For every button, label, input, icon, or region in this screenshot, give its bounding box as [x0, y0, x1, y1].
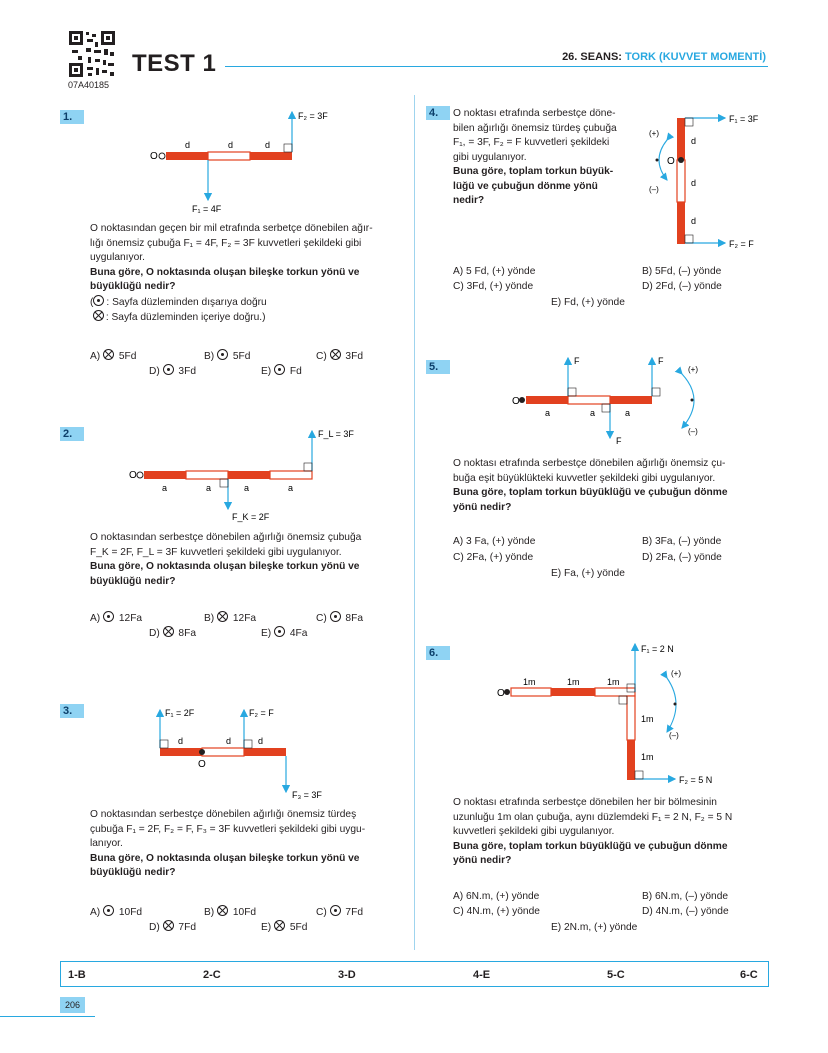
- segment-label: d: [691, 216, 697, 226]
- option-a[interactable]: A) 6N.m, (+) yönde: [453, 891, 540, 902]
- option-e[interactable]: E) Fd, (+) yönde: [551, 297, 625, 308]
- into-page-icon: [163, 920, 174, 931]
- question-line: Buna göre, O noktasında oluşan bileşke torkun yönü ve: [90, 266, 360, 278]
- segment-label: d: [228, 140, 234, 150]
- legend-text: : Sayfa düzleminden dışarıya doğru: [106, 296, 267, 308]
- text-line: O noktası etrafında serbestçe döne-: [453, 108, 616, 119]
- rod-segment-3: [610, 396, 652, 404]
- origin-label: O: [150, 151, 158, 162]
- answer-6: 6-C: [740, 969, 758, 981]
- force-label: F: [574, 356, 580, 366]
- question-number-1: 1.: [60, 110, 84, 124]
- session-topic: TORK (KUVVET MOMENTİ): [625, 51, 766, 63]
- origin-label: O: [497, 688, 505, 699]
- question-3-figure: [140, 700, 360, 802]
- question-number-5: 5.: [426, 360, 450, 374]
- option-b[interactable]: B) 5Fd, (–) yönde: [642, 266, 722, 277]
- segment-label: d: [226, 736, 232, 746]
- option-a[interactable]: A) 5Fd: [90, 351, 137, 362]
- force-label-f2: F₂ = 5 N: [679, 775, 713, 785]
- origin-label: O: [129, 470, 137, 481]
- into-page-icon: [217, 611, 228, 622]
- question-5-text: [453, 457, 768, 515]
- test-title: TEST 1: [132, 50, 217, 77]
- option-b[interactable]: B) 6N.m, (–) yönde: [642, 891, 729, 902]
- question-line: nedir?: [453, 195, 485, 206]
- text-line: O noktası etrafında serbestçe dönebilen ağırlığı önemsiz çu-: [453, 458, 726, 469]
- question-line: yönü nedir?: [453, 501, 512, 513]
- text-line: lanıyor.: [90, 838, 123, 849]
- question-line: büyüklüğü nedir?: [90, 281, 176, 292]
- option-e[interactable]: E) Fd: [261, 366, 302, 377]
- into-page-icon: [103, 349, 114, 360]
- answer-1: 1-B: [68, 969, 86, 981]
- option-c[interactable]: C) 8Fa: [316, 613, 363, 624]
- option-e[interactable]: E) 2N.m, (+) yönde: [551, 922, 638, 933]
- origin-label: O: [198, 759, 206, 770]
- option-e[interactable]: E) Fa, (+) yönde: [551, 568, 625, 579]
- option-e[interactable]: E) 5Fd: [261, 922, 308, 933]
- option-d[interactable]: D) 2Fd, (–) yönde: [642, 281, 722, 292]
- out-of-page-icon: [330, 611, 341, 622]
- force-label-f1: F₁ = 2F: [165, 708, 195, 718]
- minus-direction-label: (–): [688, 427, 698, 436]
- segment-label: a: [625, 408, 631, 418]
- segment-label: 1m: [641, 752, 654, 762]
- force-label: F: [658, 356, 664, 366]
- plus-direction-label: (+): [649, 129, 659, 138]
- option-c[interactable]: C) 7Fd: [316, 907, 363, 918]
- force-label-f2: F₂ = 3F: [298, 111, 328, 121]
- qr-code-icon: [68, 30, 116, 78]
- answer-key-bar: [60, 961, 769, 987]
- segment-label: a: [590, 408, 596, 418]
- option-d[interactable]: D) 8Fa: [149, 628, 196, 639]
- option-c[interactable]: C) 4N.m, (+) yönde: [453, 906, 540, 917]
- text-line: çubuğa F₁ = 2F, F₂ = F, F₃ = 3F kuvvetleri şekildeki gibi uygu-: [90, 823, 366, 835]
- text-line: buğa eşit büyüklükteki kuvvetler şekildeki gibi uygulanıyor.: [453, 472, 716, 484]
- question-2-figure: [120, 425, 370, 525]
- option-a[interactable]: A) 3 Fa, (+) yönde: [453, 536, 536, 547]
- rod-segment-1: [144, 471, 186, 479]
- question-number-6: 6.: [426, 646, 450, 660]
- text-line: F₁, = 3F, F₂ = F kuvvetleri şekildeki: [453, 137, 610, 148]
- option-c[interactable]: C) 2Fa, (+) yönde: [453, 552, 534, 563]
- question-line: büyüklüğü nedir?: [90, 867, 176, 878]
- pivot-o: [504, 689, 510, 695]
- option-b[interactable]: B) 5Fd: [204, 351, 251, 362]
- option-d[interactable]: D) 3Fd: [149, 366, 196, 377]
- option-d[interactable]: D) 2Fa, (–) yönde: [642, 552, 722, 563]
- minus-direction-label: (–): [649, 185, 659, 194]
- segment-label: 1m: [641, 714, 654, 724]
- rod-segment-2: [202, 748, 244, 756]
- question-4-figure: [645, 106, 770, 256]
- option-a[interactable]: A) 12Fa: [90, 613, 143, 624]
- force-label-f3: F₃ = 3F: [292, 790, 322, 800]
- out-of-page-icon: [163, 364, 174, 375]
- option-a[interactable]: A) 5 Fd, (+) yönde: [453, 266, 536, 277]
- segment-label: 1m: [607, 677, 620, 687]
- force-label-f1: F₁ = 4F: [192, 204, 222, 214]
- column-divider: [414, 95, 415, 950]
- text-line: O noktası etrafında serbestçe dönebilen her bir bölmesinin: [453, 797, 717, 808]
- rod-segment-3: [250, 152, 292, 160]
- session-prefix: 26. SEANS:: [562, 51, 626, 63]
- question-line: lüğü ve çubuğun dönme yönü: [453, 180, 598, 192]
- question-line: Buna göre, toplam torkun büyüklüğü ve çubuğun dönme: [453, 487, 728, 498]
- answer-4: 4-E: [473, 969, 491, 981]
- segment-label: 1m: [523, 677, 536, 687]
- option-b[interactable]: B) 10Fd: [204, 907, 257, 918]
- legend-out: [90, 295, 400, 311]
- question-number-2: 2.: [60, 427, 84, 441]
- segment-label: d: [265, 140, 271, 150]
- text-line: bilen ağırlığı önemsiz türdeş çubuğa: [453, 122, 617, 134]
- origin-label: O: [667, 156, 675, 167]
- rod-segment-4: [627, 696, 635, 740]
- segment-label: d: [185, 140, 191, 150]
- footer-rule: [0, 1016, 95, 1017]
- rod-segment-2: [551, 688, 595, 696]
- text-line: O noktasından serbestçe dönebilen ağırlığı önemsiz çubuğa: [90, 532, 362, 543]
- question-1-text: [90, 222, 400, 326]
- segment-label: 1m: [567, 677, 580, 687]
- force-label-fl: F_L = 3F: [318, 429, 354, 439]
- rod-segment-2: [677, 160, 685, 202]
- out-of-page-icon: [93, 295, 104, 306]
- into-page-icon: [330, 349, 341, 360]
- question-3-text: [90, 808, 400, 881]
- into-page-icon: [93, 310, 104, 321]
- out-of-page-icon: [217, 349, 228, 360]
- out-of-page-icon: [274, 364, 285, 375]
- text-line: O noktasından geçen bir mil etrafında serbetçe dönebilen ağır-: [90, 223, 373, 234]
- question-1-figure: [140, 100, 360, 218]
- rod-segment-2: [186, 471, 228, 479]
- minus-direction-label: (–): [669, 731, 679, 740]
- plus-direction-label: (+): [688, 365, 698, 374]
- rod-segment-1: [160, 748, 202, 756]
- question-line: yönü nedir?: [453, 855, 512, 866]
- into-page-icon: [217, 905, 228, 916]
- rotation-arrow: [659, 140, 667, 180]
- rod-segment-3: [677, 202, 685, 244]
- session-title: [556, 51, 766, 63]
- segment-label: a: [545, 408, 551, 418]
- pivot-o: [137, 472, 143, 478]
- segment-label: a: [206, 483, 212, 493]
- option-a[interactable]: A) 10Fd: [90, 907, 143, 918]
- pivot-o: [199, 749, 205, 755]
- segment-label: d: [691, 136, 697, 146]
- answer-3: 3-D: [338, 969, 356, 981]
- force-label-fk: F_K = 2F: [232, 512, 270, 522]
- rod-segment-3: [228, 471, 270, 479]
- question-number-4: 4.: [426, 106, 450, 120]
- rod-segment-3: [244, 748, 286, 756]
- option-b[interactable]: B) 12Fa: [204, 613, 257, 624]
- out-of-page-icon: [274, 626, 285, 637]
- question-line: Buna göre, O noktasında oluşan bileşke torkun yönü ve: [90, 852, 360, 864]
- answer-2: 2-C: [203, 969, 221, 981]
- pivot-o: [519, 397, 525, 403]
- force-label-f2: F₂ = F: [729, 239, 754, 249]
- option-c[interactable]: C) 3Fd: [316, 351, 363, 362]
- question-6-text: [453, 796, 768, 869]
- page-number: 206: [60, 997, 85, 1013]
- question-line: Buna göre, toplam torkun büyüklüğü ve çubuğun dönme: [453, 840, 728, 852]
- text-line: gibi uygulanıyor.: [453, 151, 527, 163]
- question-line: Buna göre, toplam torkun büyük-: [453, 166, 614, 177]
- option-c[interactable]: C) 3Fd, (+) yönde: [453, 281, 534, 292]
- rod-segment-4: [270, 471, 312, 479]
- pivot-o: [678, 157, 684, 163]
- option-b[interactable]: B) 3Fa, (–) yönde: [642, 536, 722, 547]
- into-page-icon: [163, 626, 174, 637]
- text-line: lığı önemsiz çubuğa F₁ = 4F, F₂ = 3F kuvvetleri şekildeki gibi: [90, 237, 362, 249]
- plus-direction-label: (+): [671, 669, 681, 678]
- qr-code-id: 07A40185: [68, 80, 110, 90]
- segment-label: d: [178, 736, 184, 746]
- question-2-text: [90, 531, 400, 589]
- rod-segment-1: [511, 688, 551, 696]
- question-4-text: [453, 107, 643, 209]
- force-label: F: [616, 436, 622, 446]
- rod-segment-1: [166, 152, 208, 160]
- text-line: kuvvetleri şekildeki gibi uygulanıyor.: [453, 826, 615, 837]
- origin-label: O: [512, 396, 520, 407]
- legend-in: [90, 310, 400, 326]
- rod-segment-2: [208, 152, 250, 160]
- question-5-figure: [510, 348, 720, 450]
- legend-text: : Sayfa düzleminden içeriye doğru.): [105, 312, 266, 323]
- text-line: uygulanıyor.: [90, 252, 145, 263]
- out-of-page-icon: [330, 905, 341, 916]
- rod-segment-5: [627, 740, 635, 780]
- rod-segment-1: [677, 118, 685, 160]
- text-line: F_K = 2F, F_L = 3F kuvvetleri şekildeki gibi uygulanıyor.: [90, 546, 342, 558]
- pivot-o: [159, 153, 165, 159]
- segment-label: a: [162, 483, 168, 493]
- rod-segment-2: [568, 396, 610, 404]
- segment-label: a: [244, 483, 250, 493]
- out-of-page-icon: [103, 905, 114, 916]
- out-of-page-icon: [103, 611, 114, 622]
- text-line: O noktasından serbestçe dönebilen ağırlığı önemsiz türdeş: [90, 809, 357, 820]
- into-page-icon: [274, 920, 285, 931]
- question-line: büyüklüğü nedir?: [90, 575, 176, 587]
- question-number-3: 3.: [60, 704, 84, 718]
- force-label-f2: F₂ = F: [249, 708, 274, 718]
- question-line: Buna göre, O noktasında oluşan bileşke torkun yönü ve: [90, 561, 360, 572]
- segment-label: d: [691, 178, 697, 188]
- answer-5: 5-C: [607, 969, 625, 981]
- text-line: uzunluğu 1m olan çubuğa, aynı düzlemdeki F₁ = 2 N, F₂ = 5 N: [453, 811, 733, 823]
- segment-label: a: [288, 483, 294, 493]
- legend-paren: (: [90, 296, 94, 308]
- segment-label: d: [258, 736, 264, 746]
- option-d[interactable]: D) 4N.m, (–) yönde: [642, 906, 729, 917]
- option-d[interactable]: D) 7Fd: [149, 922, 196, 933]
- option-e[interactable]: E) 4Fa: [261, 628, 308, 639]
- rod-segment-1: [526, 396, 568, 404]
- header-rule: [225, 66, 768, 67]
- question-6-figure: [495, 642, 725, 792]
- force-label-f1: F₁ = 3F: [729, 114, 759, 124]
- force-label-f1: F₁ = 2 N: [641, 644, 674, 654]
